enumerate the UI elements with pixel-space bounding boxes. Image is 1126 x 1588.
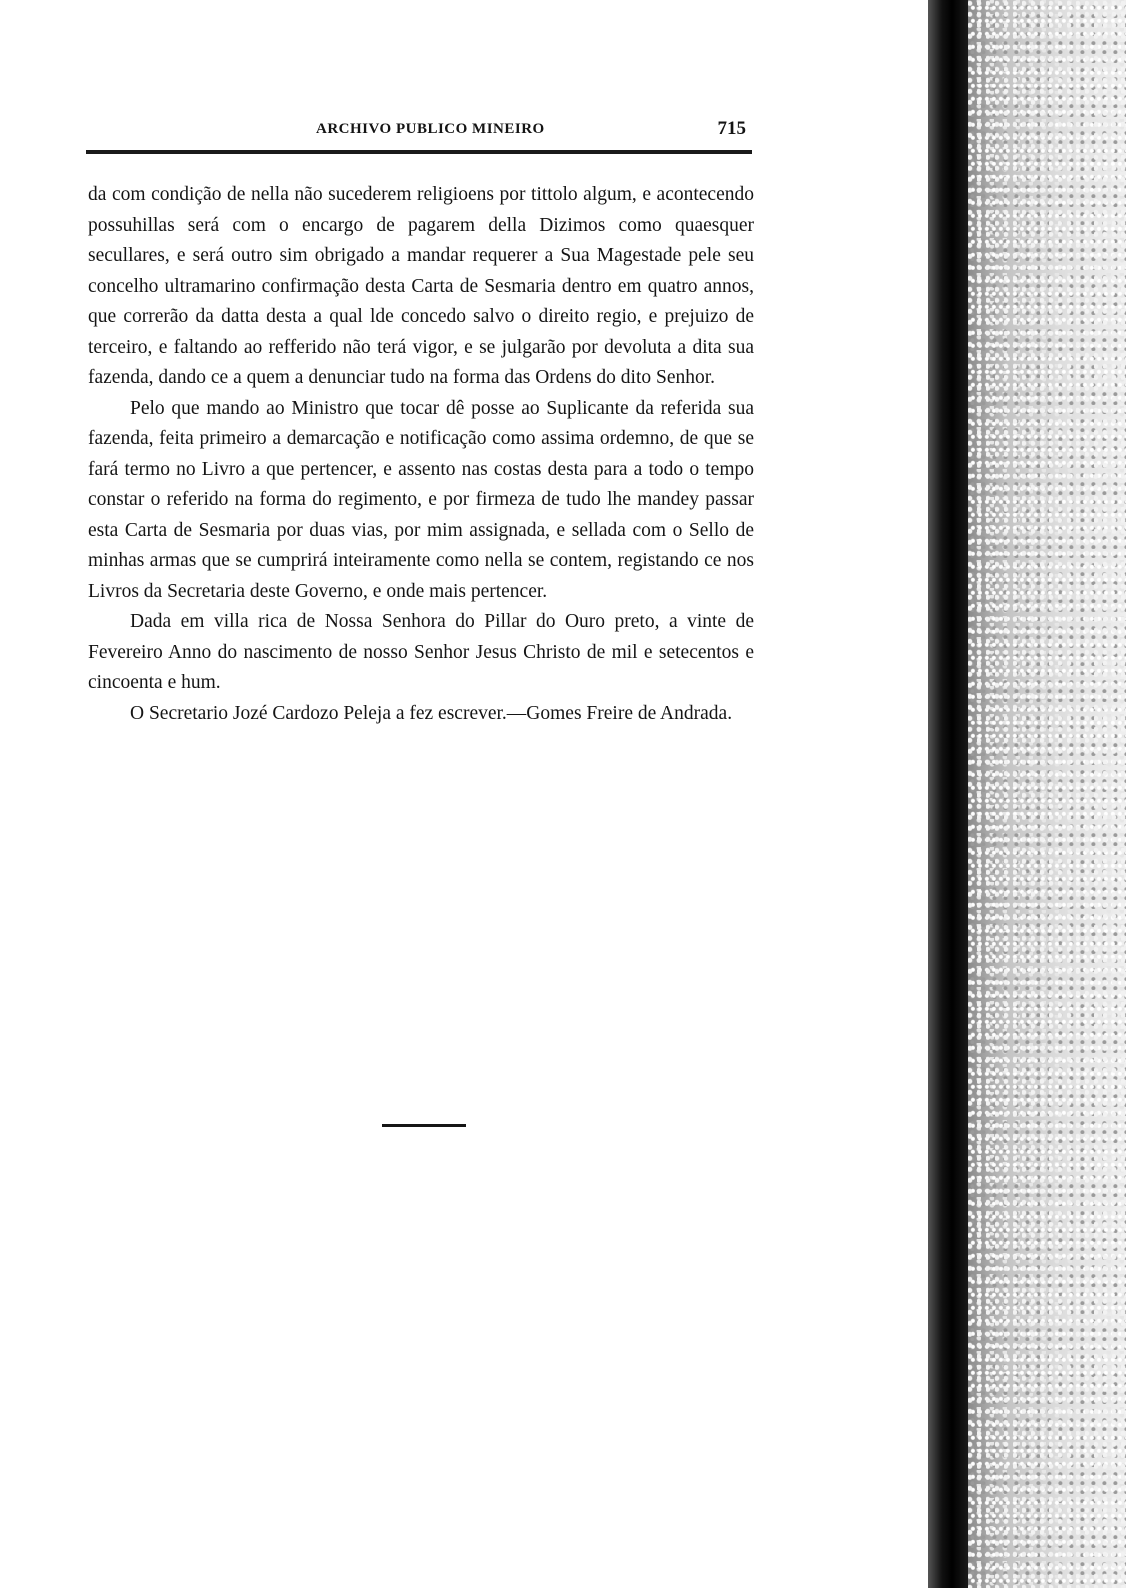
header-rule — [86, 150, 752, 154]
page-number: 715 — [717, 118, 746, 139]
book-binding-edge — [928, 0, 968, 1588]
paragraph-continuation: da com condição de nella não sucederem religioens por tittolo algum, e acontecendo possuhillas será com o encargo de pagarem della Dizimos como quaesquer secullares, e será outro sim obrigado a mandar requerer a Sua Magestade pele seu concelho ultramarino confirmação desta Carta de Sesmaria dentro em quatro annos, que correrão da datta desta a qual lde concedo salvo o direito regio, e prejuizo de terceiro, e faltando ao refferido não terá vigor, e se julgarão por devoluta a dita sua fazenda, dando ce a quem a denunciar tudo na forma das Ordens do dito Senhor. — [88, 184, 754, 388]
paragraph-signature: O Secretario Jozé Cardozo Peleja a fez escrever.—Gomes Freire de Andrada. — [130, 702, 733, 724]
binding-texture — [968, 0, 1126, 1588]
paragraph-order: Pelo que mando ao Ministro que tocar dê posse ao Suplicante da referida sua fazenda, feita primeiro a demarcação e notificação como assima ordemno, de que se fará termo no Livro a que pertencer, e assento nas costas desta para a todo o tempo constar o referido na forma do regimento, e por firmeza de tudo lhe mandey passar esta Carta de Sesmaria por duas vias, por mim assignada, e sellada com o Sello de minhas armas que se cumprirá inteiramente como nella se contem, registando ce nos Livros da Secretaria deste Governo, e onde mais pertencer. — [88, 397, 754, 602]
end-of-section-rule — [382, 1124, 466, 1127]
paragraph-dating: Dada em villa rica de Nossa Senhora do Pillar do Ouro preto, a vinte de Fevereiro Anno do nascimento de nosso Senhor Jesus Christo de mil e setecentos e cincoenta e hum. — [88, 611, 754, 693]
running-title: ARCHIVO PUBLICO MINEIRO — [316, 121, 545, 137]
body-text — [88, 180, 754, 729]
page-header — [88, 118, 752, 144]
